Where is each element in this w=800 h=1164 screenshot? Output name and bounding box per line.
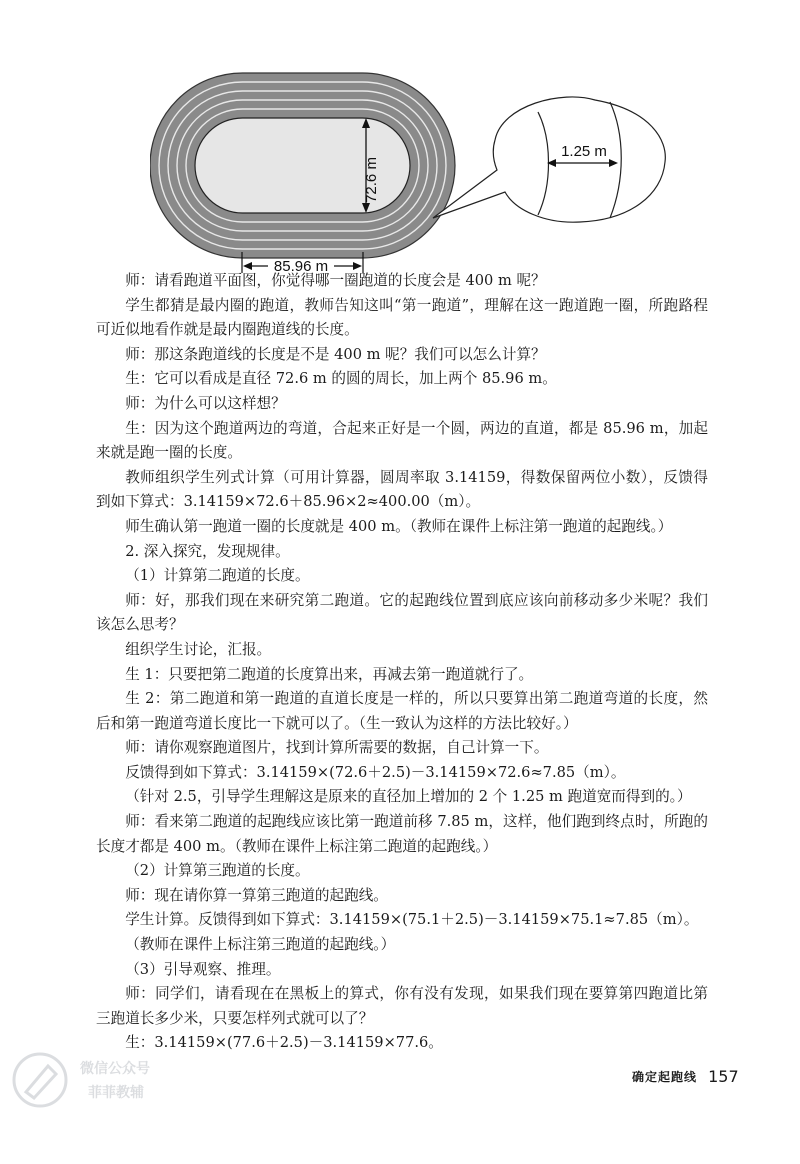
paragraph: 师生确认第一跑道一圈的长度就是 400 m。（教师在课件上标注第一跑道的起跑线。）	[125, 517, 673, 535]
lane-width-callout	[433, 97, 665, 222]
page-footer	[632, 1066, 752, 1086]
page-number: 157	[708, 1067, 739, 1086]
paragraph: 师：请看跑道平面图，你觉得哪一圈跑道的长度会是 400 m 呢？	[125, 272, 546, 289]
paragraph: 师：那这条跑道线的长度是不是 400 m 呢？我们可以怎么计算？	[125, 345, 546, 363]
paragraph: 生：因为这个跑道两边的弯道，合起来正好是一个圆，两边的直道，都是 85.96 m，加起来就是跑一圈的长度。	[96, 419, 708, 462]
running-track-figure	[150, 70, 670, 285]
watermark	[8, 1040, 178, 1120]
paragraph: 生 1：只要把第二跑道的长度算出来，再减去第一跑道就行了。	[125, 665, 534, 683]
paragraph: 师：请你观察跑道图片，找到计算所需要的数据，自己计算一下。	[125, 739, 549, 757]
paragraph: （针对 2.5，引导学生理解这是原来的直径加上增加的 2 个 1.25 m 跑道宽而得到的。）	[125, 788, 692, 806]
pencil-icon	[8, 1048, 72, 1112]
paragraph: 学生都猜是最内圈的跑道，教师告知这叫“第一跑道”，理解在这一跑道跑一圈，所跑路程可近似地看作就是最内圈跑道线的长度。	[96, 296, 708, 339]
subsection-heading: （2）计算第三跑道的长度。	[125, 862, 310, 880]
straight-length-label: 85.96 m	[273, 258, 329, 275]
chapter-title: 确定起跑线	[632, 1070, 698, 1084]
paragraph: 师：现在请你算一算第三跑道的起跑线。	[125, 886, 388, 904]
paragraph: 师：好，那我们现在来研究第二跑道。它的起跑线位置到底应该向前移动多少米呢？我们该怎么思考？	[96, 591, 708, 634]
paragraph: 反馈得到如下算式：3.14159×(72.6＋2.5)－3.14159×72.6≈7.85（m）。	[125, 763, 626, 781]
running-track	[150, 73, 455, 258]
paragraph: 师：看来第二跑道的起跑线应该比第一跑道前移 7.85 m，这样，他们跑到终点时，所跑的长度才都是 400 m。（教师在课件上标注第二跑道的起跑线。）	[96, 813, 708, 855]
watermark-line-1: 微信公众号	[80, 1061, 150, 1077]
lesson-text	[96, 269, 708, 1056]
section-heading: 2. 深入探究，发现规律。	[125, 542, 290, 560]
paragraph: 师：为什么可以这样想？	[125, 394, 286, 412]
paragraph: 生 2：第二跑道和第一跑道的直道长度是一样的，所以只要算出第二跑道弯道的长度，然后和第一跑道弯道长度比一下就可以了。（生一致认为这样的方法比较好。）	[96, 690, 708, 732]
paragraph: 师：同学们，请看现在在黑板上的算式，你有没有发现，如果我们现在要算第四跑道比第三跑道长多少米，只要怎样列式就可以了？	[96, 985, 708, 1027]
paragraph: 教师组织学生列式计算（可用计算器，圆周率取 3.14159，得数保留两位小数），反馈得到如下算式：3.14159×72.6＋85.96×2≈400.00（m）。	[96, 468, 708, 511]
watermark-line-2: 菲菲教辅	[88, 1085, 144, 1101]
lane-width-label: 1.25 m	[561, 143, 607, 160]
paragraph: 组织学生讨论，汇报。	[125, 640, 272, 658]
subsection-heading: （3）引导观察、推理。	[125, 960, 281, 978]
paragraph: （教师在课件上标注第三跑道的起跑线。）	[125, 936, 396, 954]
paragraph: 生：3.14159×(77.6＋2.5)－3.14159×77.6。	[125, 1034, 443, 1052]
diameter-label: 72.6 m	[363, 157, 380, 203]
paragraph: 生：它可以看成是直径 72.6 m 的圆的周长，加上两个 85.96 m。	[125, 370, 557, 388]
paragraph: 学生计算。反馈得到如下算式：3.14159×(75.1＋2.5)－3.14159×75.1≈7.85（m）。	[125, 911, 699, 929]
subsection-heading: （1）计算第二跑道的长度。	[125, 567, 310, 585]
